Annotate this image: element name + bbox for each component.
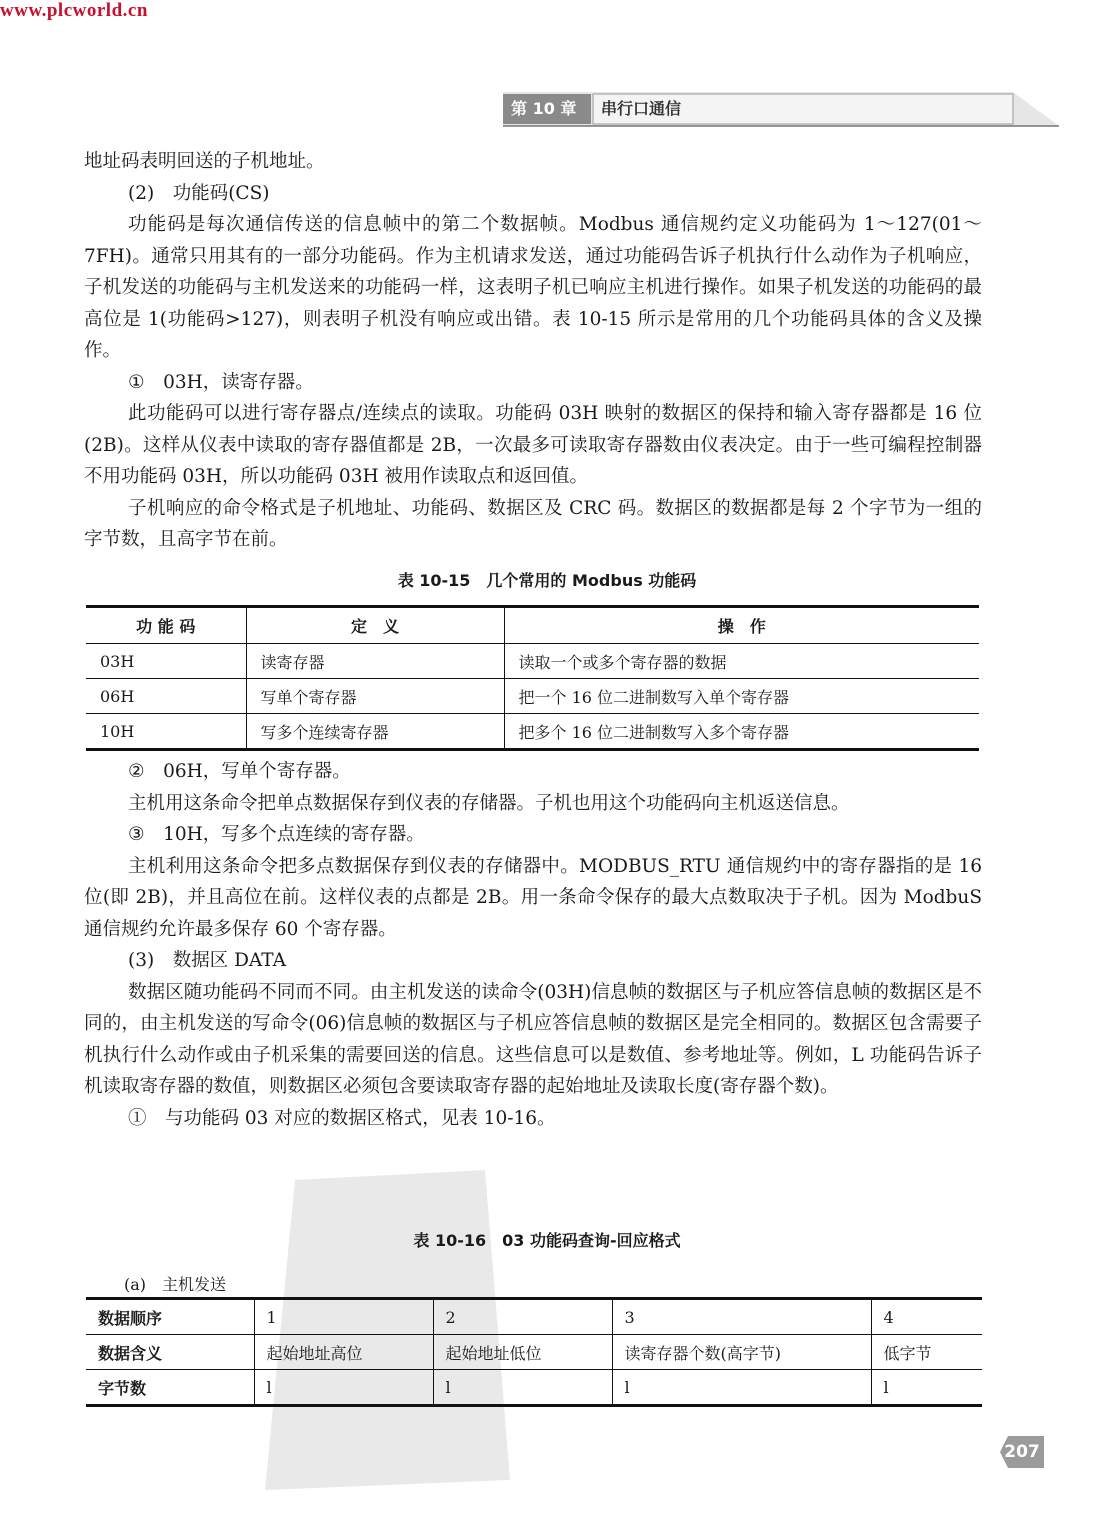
table-cell: 写单个寄存器 [246, 679, 504, 714]
header-cell: 功 能 码 [86, 607, 246, 644]
table-row [86, 644, 979, 679]
table-cell: 低字节 [871, 1335, 982, 1370]
table-cell: 把一个 16 位二进制数写入单个寄存器 [504, 679, 979, 714]
table-cell: 读寄存器个数(高字节) [612, 1335, 871, 1370]
table-cell: 2 [433, 1299, 612, 1335]
paragraph: ③ 10H，写多个点连续的寄存器。 [128, 824, 425, 845]
table-cell: 06H [86, 679, 246, 714]
paragraph: 主机用这条命令把单点数据保存到仪表的存储器。子机也用这个功能码向主机返送信息。 [128, 792, 850, 814]
chapter-header [503, 90, 1059, 128]
page-number-badge [998, 1432, 1046, 1472]
table-cell: 把多个 16 位二进制数写入多个寄存器 [504, 714, 979, 750]
body-text-top [84, 146, 982, 556]
table-cell: 1 [254, 1299, 433, 1335]
table-cell: 起始地址高位 [254, 1335, 433, 1370]
chapter-title: 串行口通信 [601, 99, 682, 118]
table-header-row [86, 607, 979, 644]
table-10-16 [86, 1297, 982, 1407]
chapter-header-banner [503, 90, 1059, 128]
table-cell: l [612, 1370, 871, 1406]
paragraph: ② 06H，写单个寄存器。 [128, 761, 351, 782]
table-cell: 数据含义 [86, 1335, 254, 1370]
table-cell: 4 [871, 1299, 982, 1335]
site-watermark: www.plcworld.cn [0, 0, 148, 21]
table-row [86, 1370, 982, 1406]
table-cell: l [254, 1370, 433, 1406]
table-row [86, 679, 979, 714]
chapter-number: 第 10 章 [511, 99, 577, 118]
header-cell: 操 作 [504, 607, 979, 644]
table-cell: 03H [86, 644, 246, 679]
paragraph: (2) 功能码(CS) [128, 182, 270, 204]
paragraph: 数据区随功能码不同而不同。由主机发送的读命令(03H)信息帧的数据区与子机应答信息帧的数据区是不同的，由主机发送的写命令(06)信息帧的数据区与子机应答信息帧的数据区是完全相同的。数据区包含需要子机执行什么动作或由子机采集的需要回送的信息。这些信息可以是数值、参考地址等。例如，L 功能码告诉子机读取寄存器的数值，则数据区必须包含要读取寄存器的起始地址及读取长度(寄存器个数)。 [84, 981, 982, 1097]
paragraph: 子机响应的命令格式是子机地址、功能码、数据区及 CRC 码。数据区的数据都是每 2 个字节为一组的字节数，且高字节在前。 [84, 497, 982, 550]
table-cell: 10H [100, 721, 135, 741]
table-row [86, 1335, 982, 1370]
table-cell: 字节数 [98, 1378, 147, 1398]
body-text-bottom [84, 756, 982, 1134]
table-10-15 [86, 605, 979, 751]
table-cell: 写多个连续寄存器 [246, 714, 504, 750]
paragraph: 地址码表明回送的子机地址。 [84, 151, 325, 172]
table-cell: 3 [612, 1299, 871, 1335]
paragraph: ① 03H，读寄存器。 [128, 371, 314, 393]
header-cell: 定 义 [246, 607, 504, 644]
paragraph: (3) 数据区 DATA [128, 950, 286, 971]
paragraph: 主机利用这条命令把多点数据保存到仪表的存储器中。MODBUS_RTU 通信规约中的寄存器指的是 16 位(即 2B)，并且高位在前。这样仪表的点都是 2B。用一条命令保存的最大点数取决于子机。因为 ModbuS 通信规约允许最多保存 60 个寄存器。 [84, 855, 982, 940]
table-row [86, 1299, 982, 1335]
paragraph: 此功能码可以进行寄存器点/连续点的读取。功能码 03H 映射的数据区的保持和输入寄存器都是 16 位(2B)。这样从仪表中读取的寄存器值都是 2B，一次最多可读取寄存器数由仪表决定。由于一些可编程控制器不用功能码 03H，所以功能码 03H 被用作读取点和返回值。 [84, 403, 982, 487]
table-cell: 起始地址低位 [433, 1335, 612, 1370]
paragraph: ① 与功能码 03 对应的数据区格式，见表 10-16。 [128, 1107, 556, 1129]
table-10-16-caption: 表 10-16 03 功能码查询-回应格式 [413, 1231, 681, 1250]
table-cell: 读取一个或多个寄存器的数据 [504, 644, 979, 679]
table-cell: l [871, 1370, 982, 1406]
table-cell: 数据顺序 [86, 1299, 254, 1335]
table-row [86, 714, 979, 750]
page-number: 207 [1004, 1442, 1040, 1462]
table-10-15-caption: 表 10-15 几个常用的 Modbus 功能码 [397, 571, 697, 590]
table-cell: l [433, 1370, 612, 1406]
table-cell: 读寄存器 [246, 644, 504, 679]
paragraph: 功能码是每次通信传送的信息帧中的第二个数据帧。Modbus 通信规约定义功能码为 1～127(01～7FH)。通常只用其有的一部分功能码。作为主机请求发送，通过功能码告诉子机执行什么动作为子机响应，子机发送的功能码与主机发送来的功能码一样，这表明子机已响应主机进行操作。如果子机发送的功能码的最高位是 1(功能码>127)，则表明子机没有响应或出错。表 10-15 所示是常用的几个功能码具体的含义及操作。 [84, 214, 982, 361]
table-10-16-subcaption: (a) 主机发送 [124, 1275, 227, 1294]
